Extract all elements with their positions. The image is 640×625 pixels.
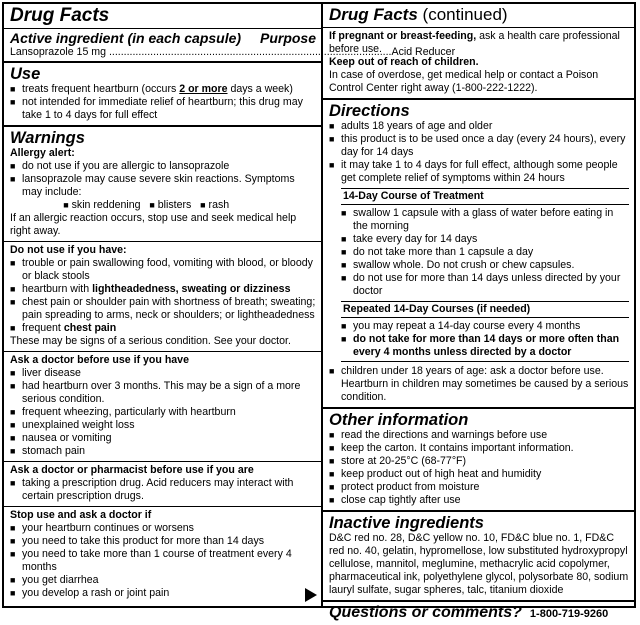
symptom-blisters: blisters: [157, 199, 192, 212]
do-not-use-heading: Do not use if you have:: [10, 244, 127, 257]
directions-item: ■ it may take 1 to 4 days for full effect, although some people get complete relief of symptoms within 24 hours: [329, 159, 629, 185]
stop-use-item: ■ you develop a rash or joint pain: [10, 587, 316, 600]
repeat-course-heading: Repeated 14-Day Courses (if needed): [341, 301, 629, 318]
other-info-item: ■ keep product out of high heat and humidity: [329, 468, 629, 481]
stop-use-item: ■ you need to take more than 1 course of treatment every 4 months: [10, 548, 316, 574]
course-item: ■ do not take more than 1 capsule a day: [341, 246, 629, 259]
stop-use-item: ■ you need to take this product for more than 14 days: [10, 535, 316, 548]
do-not-use-item: ■ chest pain or shoulder pain with shortness of breath; sweating; pain spreading to arms, neck or shoulders; or lightheadedness: [10, 296, 316, 322]
other-info-item: ■ read the directions and warnings before use: [329, 429, 629, 442]
use-section: [4, 63, 321, 127]
keep-out-of-reach: Keep out of reach of children.: [329, 55, 479, 68]
other-information-heading: Other information: [329, 410, 469, 429]
ask-pharmacist-section: [4, 461, 321, 503]
drug-facts-title: Drug Facts: [10, 5, 110, 26]
inactive-ingredients-heading: Inactive ingredients: [329, 513, 484, 532]
drug-facts-panel: [2, 2, 636, 622]
other-info-item: ■ keep the carton. It contains important information.: [329, 442, 629, 455]
allergy-alert-heading: Allergy alert:: [10, 147, 75, 160]
inactive-ingredients-text: D&C red no. 28, D&C yellow no. 10, FD&C blue no. 1, FD&C red no. 40, gelatin, hypromellose, low substituted hydroxypropyl cellulose, mannitol, meglumine, methacrylic acid copolymer, pharmaceutical ink, polyethylene glycol, polysorbate 80, sodium lauryl sulfate, sugar spheres, talc, titanium dioxide: [329, 532, 629, 597]
course-item: ■ swallow whole. Do not crush or chew capsules.: [341, 259, 629, 272]
ask-pharmacist-item: ■ taking a prescription drug. Acid reducers may interact with certain prescription drugs.: [10, 477, 316, 503]
ask-doctor-item: ■ liver disease: [10, 367, 316, 380]
warnings-section: [4, 127, 321, 603]
ask-doctor-item: ■ frequent wheezing, particularly with heartburn: [10, 406, 316, 419]
directions-item: ■ adults 18 years of age and older: [329, 120, 629, 133]
ask-doctor-item: ■ had heartburn over 3 months. This may be a sign of a more serious condition.: [10, 380, 316, 406]
stop-use-heading: Stop use and ask a doctor if: [10, 509, 152, 522]
allergy-item: ■ lansoprazole may cause severe skin reactions. Symptoms may include: ■ skin reddening ■ blisters ■ rash: [10, 173, 316, 212]
purpose-heading: Purpose: [259, 29, 316, 46]
directions-heading: Directions: [329, 101, 410, 120]
do-not-use-note: These may be signs of a serious condition. See your doctor.: [10, 335, 291, 348]
do-not-use-section: [4, 241, 321, 348]
right-column: [323, 4, 634, 622]
other-info-item: ■ close cap tightly after use: [329, 494, 629, 507]
symptom-skin-reddening: skin reddening: [71, 199, 141, 212]
other-information-section: [323, 409, 634, 512]
do-not-use-item: ■ trouble or pain swallowing food, vomiting with blood, or bloody or black stools: [10, 257, 316, 283]
allergy-item: ■ do not use if you are allergic to lansoprazole: [10, 160, 316, 173]
course-heading: 14-Day Course of Treatment: [341, 188, 629, 205]
ask-doctor-item: ■ nausea or vomiting: [10, 432, 316, 445]
directions-section: [323, 100, 634, 409]
stop-use-section: [4, 506, 321, 600]
course-item: ■ do not use for more than 14 days unless directed by your doctor: [341, 272, 629, 298]
ask-doctor-section: [4, 351, 321, 458]
ingredient-purpose: Acid Reducer: [391, 45, 456, 58]
stop-use-item: ■ you get diarrhea: [10, 574, 316, 587]
do-not-use-item: ■ frequent chest pain: [10, 322, 316, 335]
directions-item: ■ this product is to be used once a day (every 24 hours), every day for 14 days: [329, 133, 629, 159]
ask-doctor-item: ■ stomach pain: [10, 445, 316, 458]
allergy-note: If an allergic reaction occurs, stop use and seek medical help right away.: [10, 212, 297, 238]
overdose-note: In case of overdose, get medical help or contact a Poison Control Center right away (1-800-222-1222).: [329, 68, 599, 94]
use-heading: Use: [10, 64, 41, 83]
questions-heading: Questions or comments?: [329, 604, 522, 622]
course-item: ■ take every day for 14 days: [341, 233, 629, 246]
ingredient-name: Lansoprazole 15 mg: [10, 45, 106, 58]
pregnancy-warning: If pregnant or breast-feeding, ask a health care professional before use.: [329, 29, 620, 55]
active-ingredient-header: [4, 28, 321, 46]
repeat-course-item: ■ do not take for more than 14 days or more often than every 4 months unless directed by a doctor: [341, 333, 629, 359]
continued-section: [323, 4, 634, 100]
continued-arrow-icon: [305, 588, 317, 602]
other-info-item: ■ protect product from moisture: [329, 481, 629, 494]
use-item: ■ treats frequent heartburn (occurs 2 or more days a week): [10, 83, 316, 96]
warnings-heading: Warnings: [10, 129, 85, 148]
other-info-item: ■ store at 20-25°C (68-77°F): [329, 455, 629, 468]
repeat-course-item: ■ you may repeat a 14-day course every 4 months: [341, 320, 629, 333]
stop-use-item: ■ your heartburn continues or worsens: [10, 522, 316, 535]
ingredient-row: [10, 45, 456, 59]
ask-pharmacist-heading: Ask a doctor or pharmacist before use if you are: [10, 464, 254, 477]
ask-doctor-item: ■ unexplained weight loss: [10, 419, 316, 432]
questions-phone: 1-800-719-9260: [529, 608, 609, 621]
symptom-rash: rash: [208, 199, 230, 212]
drug-facts-continued-title: Drug Facts (continued): [323, 6, 634, 28]
questions-section: [323, 602, 634, 625]
course-item: ■ swallow 1 capsule with a glass of water before eating in the morning: [341, 207, 629, 233]
use-item: ■ not intended for immediate relief of heartburn; this drug may take 1 to 4 days for full effect: [10, 96, 316, 122]
inactive-ingredients-section: [323, 512, 634, 602]
children-item: ■ children under 18 years of age: ask a doctor before use. Heartburn in children may sometimes be caused by a serious condition.: [329, 365, 629, 404]
active-ingredient-heading: Active ingredient (in each capsule): [10, 29, 242, 46]
ask-doctor-heading: Ask a doctor before use if you have: [10, 354, 189, 367]
do-not-use-item: ■ heartburn with lightheadedness, sweating or dizziness: [10, 283, 316, 296]
